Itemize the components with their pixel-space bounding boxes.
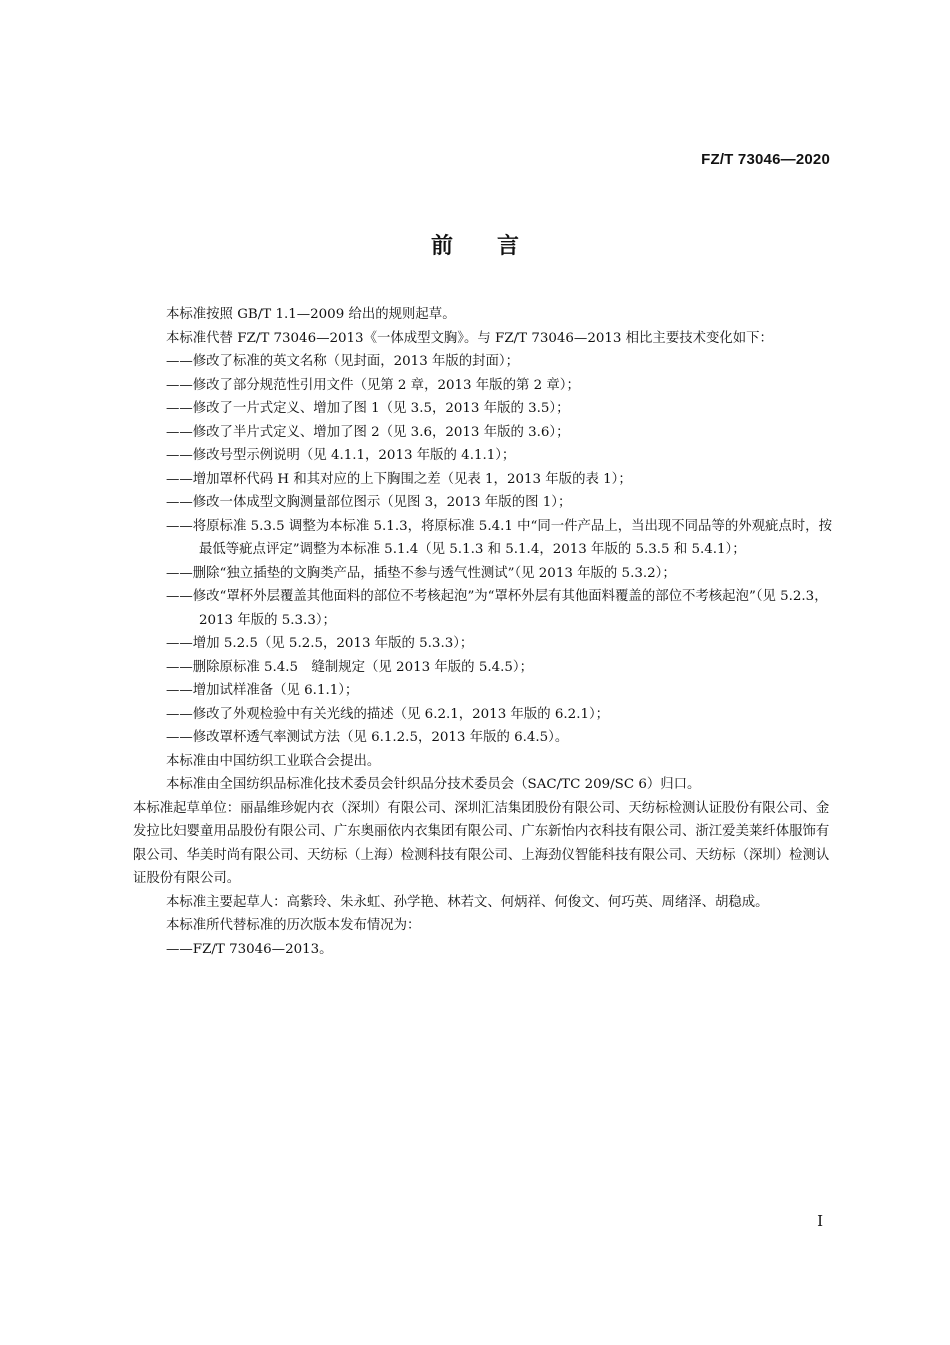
list-item: ——修改了标准的英文名称（见封面，2013 年版的封面）；: [166, 354, 520, 369]
list-item: ——修改了部分规范性引用文件（见第 2 章，2013 年版的第 2 章）；: [166, 377, 580, 393]
paragraph: 本标准由中国纺织工业联合会提出。: [166, 753, 381, 769]
list-item: ——修改“罩杯外层覆盖其他面料的部位不考核起泡”为“罩杯外层有其他面料覆盖的部位不考核起泡”（见 5.2.3，2013 年版的 5.3.3）；: [166, 589, 828, 628]
list-item: ——修改罩杯透气率测试方法（见 6.1.2.5，2013 年版的 6.4.5）。: [166, 730, 569, 745]
list-item: ——删除原标准 5.4.5 缝制规定（见 2013 年版的 5.4.5）；: [166, 659, 533, 675]
list-item: ——修改一体成型文胸测量部位图示（见图 3，2013 年版的图 1）；: [166, 495, 572, 510]
standard-code: FZ/T 73046—2020: [701, 151, 830, 168]
paragraph: 本标准按照 GB/T 1.1—2009 给出的规则起草。: [166, 307, 456, 322]
list-item: ——增加试样准备（见 6.1.1）；: [166, 683, 359, 698]
document-body: [133, 303, 832, 961]
paragraph: 本标准所代替标准的历次版本发布情况为：: [166, 918, 421, 933]
paragraph: 本标准主要起草人：高紫玲、朱永虹、孙学艳、林若文、何炳祥、何俊文、何巧英、周绪泽、胡稳成。: [166, 894, 769, 910]
list-item: ——将原标准 5.3.5 调整为本标准 5.1.3，将原标准 5.4.1 中“同一件产品上，当出现不同品等的外观疵点时，按最低等疵点评定”调整为本标准 5.1.4（见 5.1.3 和 5.1.4，2013 年版的 5.3.5 和 5.4.1）；: [166, 518, 832, 557]
paragraph: 本标准起草单位：丽晶维珍妮内衣（深圳）有限公司、深圳汇洁集团股份有限公司、天纺标检测认证股份有限公司、金发拉比妇婴童用品股份有限公司、广东奥丽依内衣集团有限公司、广东新怡内衣科技有限公司、浙江爱美莱纤体服饰有限公司、华美时尚有限公司、天纺标（上海）检测科技有限公司、上海劲仪智能科技有限公司、天纺标（深圳）检测认证股份有限公司。: [133, 800, 830, 886]
list-item: ——修改号型示例说明（见 4.1.1，2013 年版的 4.1.1）；: [166, 448, 516, 463]
list-item: ——修改了外观检验中有关光线的描述（见 6.2.1，2013 年版的 6.2.1）；: [166, 706, 610, 722]
paragraph: 本标准代替 FZ/T 73046—2013《一体成型文胸》。与 FZ/T 73046—2013 相比主要技术变化如下：: [166, 330, 773, 346]
page-number: I: [817, 1212, 823, 1230]
page-title: 前言: [430, 234, 563, 259]
list-item: ——修改了半片式定义、增加了图 2（见 3.6，2013 年版的 3.6）；: [166, 424, 570, 440]
paragraph: 本标准由全国纺织品标准化技术委员会针织品分技术委员会（SAC/TC 209/SC 6）归口。: [166, 777, 701, 792]
list-item: ——增加 5.2.5（见 5.2.5，2013 年版的 5.3.3）；: [166, 636, 474, 651]
history-item: ——FZ/T 73046—2013。: [166, 941, 333, 957]
list-item: ——删除“独立插垫的文胸类产品，插垫不参与透气性测试”（见 2013 年版的 5.3.2）；: [166, 565, 676, 581]
list-item: ——增加罩杯代码 H 和其对应的上下胸围之差（见表 1，2013 年版的表 1）；: [166, 471, 632, 487]
list-item: ——修改了一片式定义、增加了图 1（见 3.5，2013 年版的 3.5）；: [166, 401, 570, 416]
